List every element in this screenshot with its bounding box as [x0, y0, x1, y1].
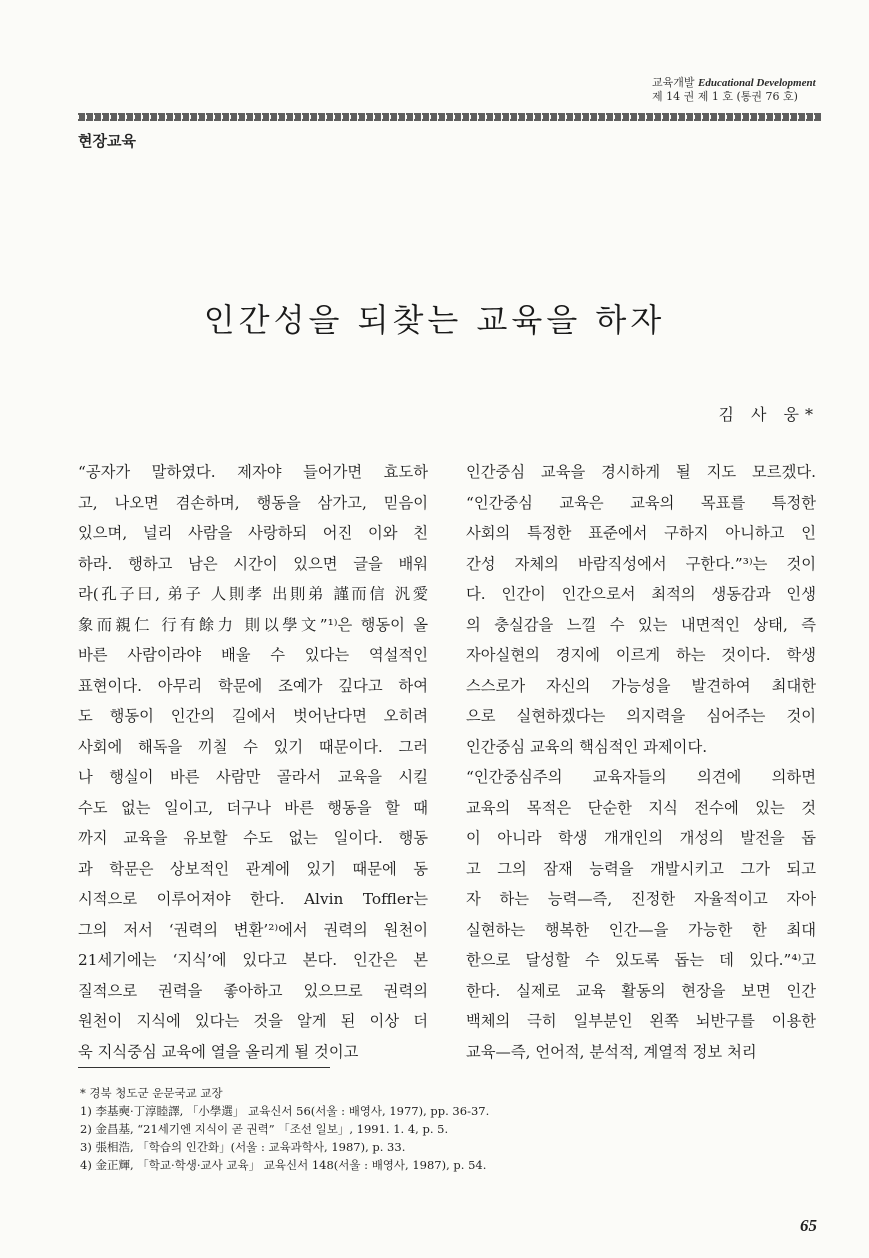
body-text-line: 백체의 극히 일부분인 왼쪽 뇌반구를 이용한: [466, 1012, 816, 1030]
article-title: 인간성을 되찾는 교육을 하자: [203, 301, 666, 339]
body-text-line: 하라. 행하고 남은 시간이 있으면 글을 배워: [78, 554, 428, 573]
body-text-line: 과 학문은 상보적인 관계에 있기 때문에 동: [78, 859, 428, 878]
body-text-line: 간성 자체의 바람직성에서 구한다.”³⁾는 것이: [466, 554, 816, 573]
section-label: 현장교육: [78, 132, 136, 150]
body-text-line: 까지 교육을 유보할 수도 없는 일이다. 행동: [78, 829, 428, 847]
journal-name-ko: 교육개발: [652, 76, 695, 89]
body-text-line: 시적으로 이루어져야 한다. Alvin Toffler는: [78, 890, 428, 908]
body-text-line: 자 하는 능력—즉, 진정한 자율적이고 자아: [466, 890, 816, 908]
body-text-line: 도 행동이 인간의 길에서 벗어난다면 오히려: [78, 707, 428, 725]
footnote-item: * 경북 청도군 운문국교 교장: [80, 1086, 223, 1100]
footnote-item: 1) 李基奭·丁淳睦譯, 「小學選」 교육신서 56(서울 : 배영사, 1977), pp. 36-37.: [80, 1104, 490, 1118]
body-text-line: 실현하는 행복한 인간—을 가능한 한 최대: [466, 920, 816, 939]
footnote-item: 3) 張相浩, 「학습의 인간화」(서울 : 교육과학사, 1987), p. 33.: [80, 1140, 406, 1154]
body-text-line: 욱 지식중심 교육에 열을 올리게 될 것이고: [78, 1042, 359, 1061]
footnotes: [80, 1084, 800, 1174]
body-text-line: 수도 없는 일이고, 더구나 바른 행동을 할 때: [78, 798, 428, 817]
body-text-line: 의 충실감을 느낄 수 있는 내면적인 상태, 즉: [466, 615, 816, 634]
body-text-line: 象而親仁 行有餘力 則以學文”¹⁾은 행동이 올: [78, 615, 428, 634]
body-text-line: “인간중심주의 교육자들의 의견에 의하면: [466, 768, 816, 786]
journal-name-en: Educational Development: [698, 77, 816, 89]
footnote-item: 4) 金正輝, 「학교·학생·교사 교육」 교육신서 148(서울 : 배영사, 1987), p. 54.: [80, 1158, 487, 1172]
body-text-line: 고 그의 잠재 능력을 개발시키고 그가 되고: [466, 859, 816, 878]
body-text-line: 사회에 해독을 끼칠 수 있기 때문이다. 그러: [78, 737, 428, 756]
body-text-line: 이 아니라 학생 개개인의 개성의 발전을 돕: [466, 829, 816, 847]
page-number: 65: [800, 1216, 817, 1235]
body-text-line: “인간중심 교육은 교육의 목표를 특정한: [466, 493, 816, 512]
body-text-line: 교육의 목적은 단순한 지식 전수에 있는 것: [466, 798, 816, 817]
body-text-line: 라(孔子曰, 弟子 人則孝 出則弟 謹而信 汎愛: [78, 585, 428, 603]
body-text-line: 교육—즉, 언어적, 분석적, 계열적 정보 처리: [466, 1042, 757, 1061]
body-text-line: 자아실현의 경지에 이르게 하는 것이다. 학생: [466, 646, 816, 664]
body-text-line: 다. 인간이 인간으로서 최적의 생동감과 인생: [466, 585, 816, 603]
body-text-line: 있으며, 널리 사람을 사랑하되 어진 이와 친: [78, 524, 428, 542]
body-text-line: 바른 사람이라야 배울 수 있다는 역설적인: [78, 646, 428, 664]
body-text-line: 나 행실이 바른 사람만 골라서 교육을 시킬: [78, 768, 428, 786]
body-text-line: 고, 나오면 겸손하며, 행동을 삼가고, 믿음이: [78, 493, 428, 512]
journal-header: [652, 76, 816, 104]
issue-info: 제 14 권 제 1 호 (통권 76 호): [652, 90, 798, 103]
footnote-divider: [78, 1067, 330, 1068]
body-text-line: 으로 실현하겠다는 의지력을 심어주는 것이: [466, 707, 816, 725]
body-text-line: 한으로 달성할 수 있도록 돕는 데 있다.”⁴⁾고: [466, 951, 816, 969]
body-column-right: [466, 457, 816, 1067]
footnote-item: 2) 金昌基, “21세기엔 지식이 곧 권력” 「조선 일보」, 1991. 1. 4, p. 5.: [80, 1122, 449, 1136]
body-text-line: 21세기에는 ‘지식’에 있다고 본다. 인간은 본: [78, 951, 428, 969]
body-text-line: 한다. 실제로 교육 활동의 현장을 보면 인간: [466, 981, 816, 1000]
body-text-line: 표현이다. 아무리 학문에 조예가 깊다고 하여: [78, 676, 428, 695]
body-text-line: 원천이 지식에 있다는 것을 알게 된 이상 더: [78, 1012, 428, 1030]
body-text-line: 스스로가 자신의 가능성을 발견하여 최대한: [466, 676, 816, 695]
body-text-line: 그의 저서 ‘권력의 변환’²⁾에서 권력의 원천이: [78, 920, 428, 939]
body-text-line: 인간중심 교육을 경시하게 될 지도 모르겠다.: [466, 463, 816, 481]
journal-name: [652, 76, 816, 90]
body-text-line: “공자가 말하였다. 제자야 들어가면 효도하: [78, 463, 428, 481]
body-text-line: 인간중심 교육의 핵심적인 과제이다.: [466, 737, 708, 756]
decorative-rule: [78, 113, 822, 121]
body-column-left: [78, 457, 428, 1067]
body-text-line: 질적으로 권력을 좋아하고 있으므로 권력의: [78, 981, 428, 1000]
body-text-line: 사회의 특정한 표준에서 구하지 아니하고 인: [466, 524, 816, 542]
author-name: 김 사 웅*: [718, 405, 819, 424]
